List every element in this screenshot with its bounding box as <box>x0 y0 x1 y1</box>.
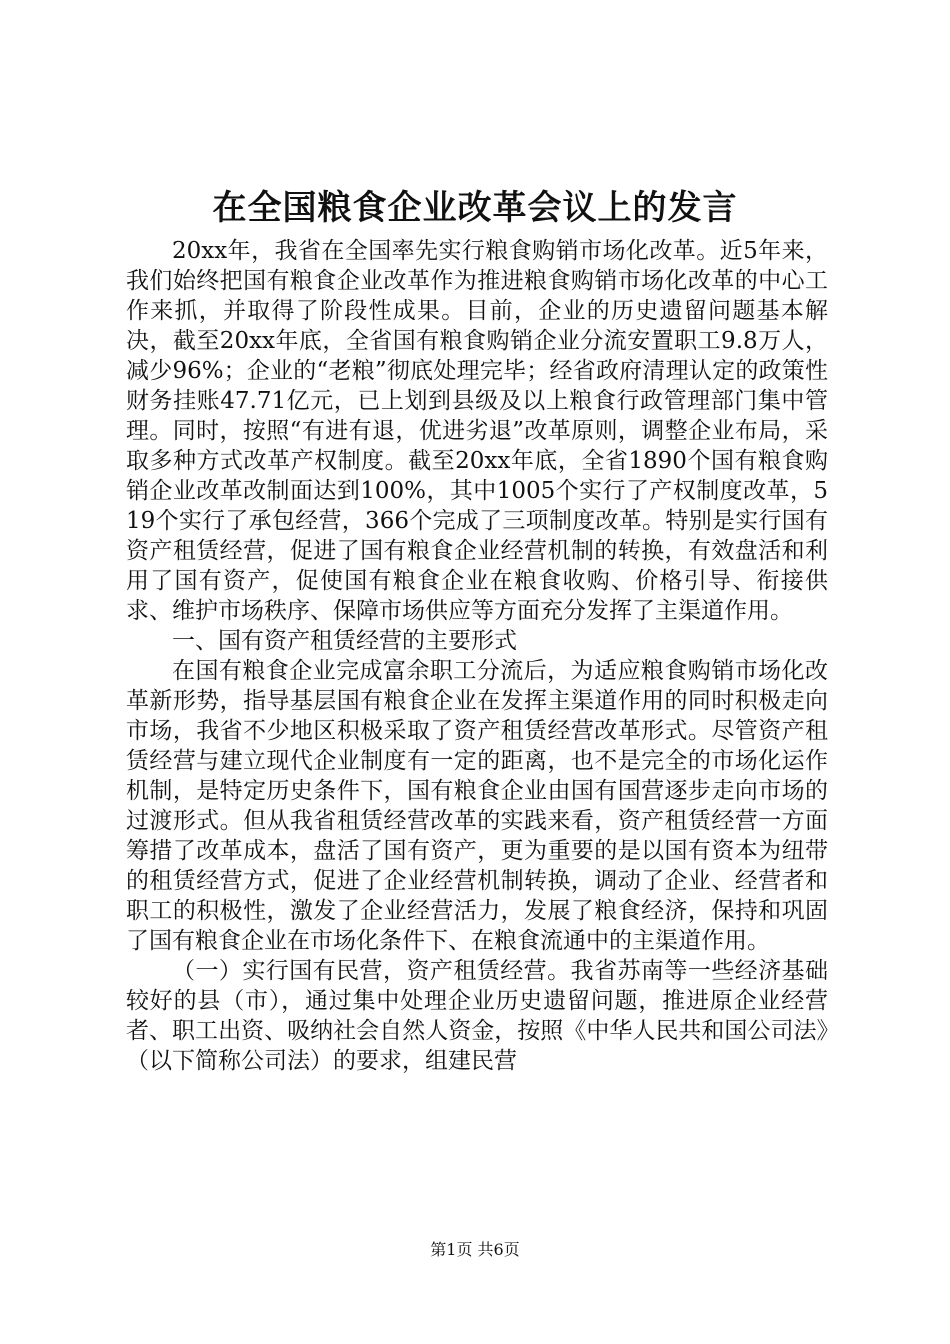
document-title: 在全国粮食企业改革会议上的发言 <box>212 188 738 228</box>
paragraph-subsection-1: （一）实行国有民营，资产租赁经营。我省苏南等一些经济基础较好的县（市），通过集中处理企业历史遗留问题，推进原企业经营者、职工出资、吸纳社会自然人资金，按照《中华人民共和国公司法》（以下简称公司法）的要求，组建民营 <box>126 958 828 1074</box>
page-footer: 第1页 共6页 <box>430 1240 520 1259</box>
document-body <box>126 236 828 1076</box>
paragraph-section-body: 在国有粮食企业完成富余职工分流后，为适应粮食购销市场化改革新形势，指导基层国有粮食企业在发挥主渠道作用的同时积极走向市场，我省不少地区积极采取了资产租赁经营改革形式。尽管资产租赁经营与建立现代企业制度有一定的距离，也不是完全的市场化运作机制，是特定历史条件下，国有粮食企业由国有国营逐步走向市场的过渡形式。但从我省租赁经营改革的实践来看，资产租赁经营一方面筹措了改革成本，盘活了国有资产，更为重要的是以国有资本为纽带的租赁经营方式，促进了企业经营机制转换，调动了企业、经营者和职工的积极性，激发了企业经营活力，发展了粮食经济，保持和巩固了国有粮食企业在市场化条件下、在粮食流通中的主渠道作用。 <box>126 658 828 954</box>
paragraph-intro: 20xx年，我省在全国率先实行粮食购销市场化改革。近5年来，我们始终把国有粮食企业改革作为推进粮食购销市场化改革的中心工作来抓，并取得了阶段性成果。目前，企业的历史遗留问题基本解决，截至20xx年底，全省国有粮食购销企业分流安置职工9.8万人，减少96%；企业的“老粮”彻底处理完毕；经省政府清理认定的政策性财务挂账47.71亿元，已上划到县级及以上粮食行政管理部门集中管理。同时，按照“有进有退，优进劣退”改革原则，调整企业布局，采取多种方式改革产权制度。截至20xx年底，全省1890个国有粮食购销企业改革改制面达到100%，其中1005个实行了产权制度改革，519个实行了承包经营，366个完成了三项制度改革。特别是实行国有资产租赁经营，促进了国有粮食企业经营机制的转换，有效盘活和利用了国有资产，促使国有粮食企业在粮食收购、价格引导、衔接供求、维护市场秩序、保障市场供应等方面充分发挥了主渠道作用。 <box>126 238 828 624</box>
section-heading: 一、国有资产租赁经营的主要形式 <box>172 628 517 654</box>
